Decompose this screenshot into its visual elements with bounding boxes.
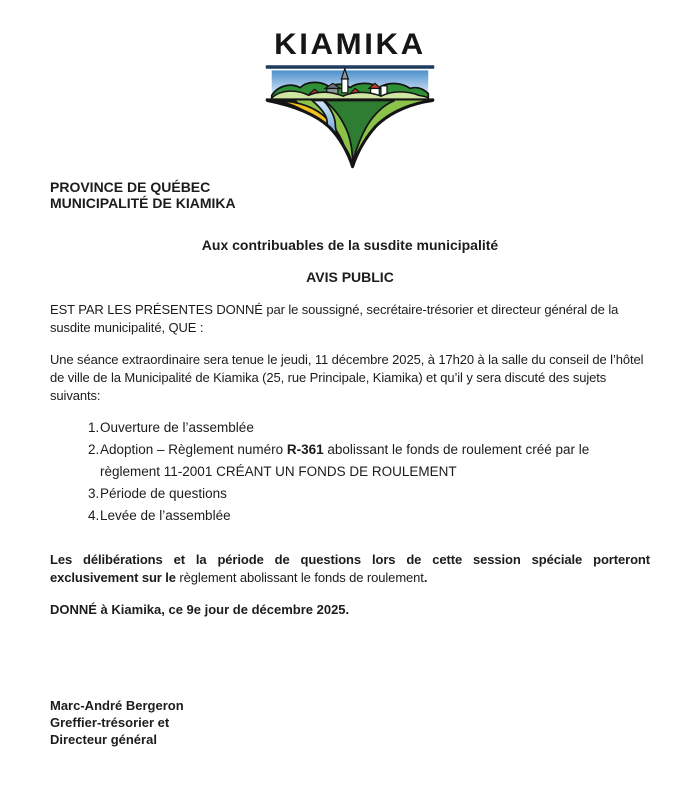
intro-paragraph: EST PAR LES PRÉSENTES DONNÉ par le soussigné, secrétaire-trésorier et directeur général de la susdite municipalité, QUE : [50,302,619,335]
kiamika-landscape-logo-image [264,65,436,173]
signer-title-2: Directeur général [50,732,157,747]
agenda-text-pre: Ouverture de l’assemblée [100,420,254,435]
agenda-text-bold: R-361 [286,442,324,457]
agenda-text-post: abolissant le fonds de roulement créé par le règlement 11-2001 CRÉANT UN FONDS DE ROULEMENT [100,442,590,479]
government-header [50,179,650,211]
agenda-text-pre: Adoption – Règlement numéro [100,442,287,457]
addressee-heading: Aux contribuables de la susdite municipalité [201,237,499,253]
agenda-item-text [100,483,650,505]
agenda-number: 2. [88,442,100,457]
given-at-line: DONNÉ à Kiamika, ce 9e jour de décembre 2025. [50,602,350,617]
signer-title-1: Greffier-trésorier et [50,715,170,730]
agenda-list [50,417,650,527]
deliberation-period: . [423,570,428,585]
municipality-line: MUNICIPALITÉ DE KIAMIKA [50,195,236,211]
notice-title: AVIS PUBLIC [306,269,394,285]
agenda-text-pre: Levée de l’assemblée [100,508,231,523]
deliberation-bold-text: Les délibérations et la période de questions lors de cette session spéciale porteront exclusivement sur le [50,552,650,585]
agenda-number: 1. [88,420,100,435]
agenda-item-2 [50,439,650,483]
deliberation-regular-text: règlement abolissant le fonds de roulement [179,570,424,585]
agenda-item-1 [50,417,650,439]
meeting-paragraph: Une séance extraordinaire sera tenue le jeudi, 11 décembre 2025, à 17h20 à la salle du conseil de l’hôtel de ville de la Municipalité de Kiamika (25, rue Principale, Kiamika) et qu’il y sera discuté des sujets suivants: [50,352,644,403]
signature-block [50,697,650,748]
agenda-item-text [100,505,650,527]
province-line: PROVINCE DE QUÉBEC [50,179,211,195]
kiamika-logo [50,28,650,173]
signer-name: Marc-André Bergeron [50,698,184,713]
deliberation-paragraph [50,551,650,587]
agenda-text-pre: Période de questions [100,486,227,501]
agenda-item-4 [50,505,650,527]
agenda-item-text [100,417,650,439]
agenda-number: 4. [88,508,100,523]
agenda-item-text [100,439,650,483]
agenda-item-3 [50,483,650,505]
kiamika-wordmark: KIAMIKA [274,28,426,61]
agenda-number: 3. [88,486,100,501]
